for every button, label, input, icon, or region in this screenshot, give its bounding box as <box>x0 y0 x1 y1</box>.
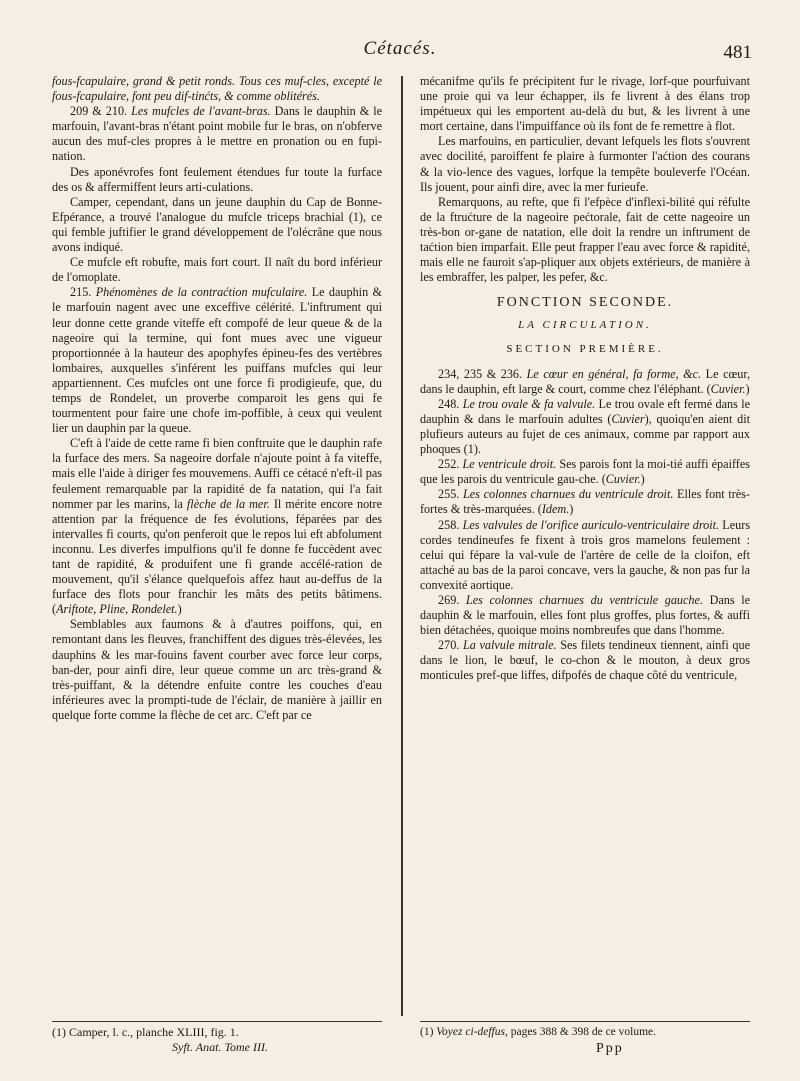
paragraph-text: Le trou ovale eft fermé dans le dauphin & dans le marfouin adultes ( <box>420 396 751 426</box>
right-article-4 <box>420 487 750 517</box>
right-article-5 <box>420 518 750 593</box>
footnote-marker: (1) <box>420 1026 434 1038</box>
left-paragraph-5: Ce mufcle eft robufte, mais fort court. Il naît du bord inférieur de l'omoplate. <box>52 255 382 285</box>
book-title: Syft. Anat. Tome III. <box>172 1040 268 1054</box>
article-number: 255. <box>438 487 460 502</box>
paragraph-text: Dans le dauphin & le marfouin, elles font plus groffes, plus fortes, & auffi bien détachées, quoique moins nombreufes que dans l'homme. <box>420 593 750 638</box>
article-number: 234, 235 & 236. <box>438 366 523 381</box>
italic-phrase: flèche de la mer. <box>186 496 270 511</box>
article-title: Le trou ovale & fa valvule. <box>462 396 596 411</box>
paren-close: ) <box>745 381 750 396</box>
right-paragraph-2: Les marfouins, en particulier, devant lefquels les flots s'ouvrent avec docilité, paroiffent fe plaire à furmonter l'aćtion des courans & la vio-lence des vagues, lorfque la tempête bouleverfe l'Océan. Ils jouent, pour ainfi dire, avec la mer furieufe. <box>420 134 750 194</box>
article-number: 252. <box>438 457 460 472</box>
footnote-pages: pages 388 & 398 de ce volume. <box>510 1026 657 1038</box>
article-title: Le cœur en général, fa forme, &c. <box>526 366 702 381</box>
article-title: Les mufcles de l'avant-bras. <box>131 104 271 119</box>
article-title: Les colonnes charnues du ventricule gauche. <box>465 593 703 607</box>
reference: Cuvier. <box>710 381 746 396</box>
article-title: La valvule mitrale. <box>462 638 557 653</box>
article-number: 215. <box>70 285 92 300</box>
right-paragraph-3: Remarquons, au refte, que fi l'efpèce d'inflexi-bilité qui réfulte de la ftrućture de la nageoire pećtorale, fait de cette nageoire un très-bon or-gane de natation, elle doit la rendre un inftrument de taćtion bien imparfait. Elle peut frapper l'eau avec force & rapidité, mais elle ne fauroit s'ap-pliquer aux objets extérieurs, de manière à les embraffer, les palper, les pefer, &c. <box>420 194 750 285</box>
paragraph-text: Le cœur, dans le dauphin, eft large & court, comme chez l'éléphant. ( <box>420 366 750 396</box>
right-article-6 <box>420 593 750 638</box>
left-paragraph-6 <box>52 285 382 436</box>
article-number: 258. <box>438 517 460 532</box>
reference-authors: Ariftote, Pline, Rondelet. <box>56 602 178 617</box>
running-title: Cétacés. <box>363 38 437 59</box>
paren-close: ) <box>569 502 574 517</box>
article-number: 248. <box>438 396 460 411</box>
left-paragraph-2 <box>52 104 382 164</box>
reference: Cuvier. <box>605 472 641 487</box>
section-heading: SECTION PREMIÈRE. <box>506 342 664 355</box>
paren-close: ) <box>177 602 182 617</box>
right-article-3 <box>420 457 750 487</box>
printer-signature: Ppp <box>596 1041 624 1056</box>
article-title: Les valvules de l'orifice auriculo-ventriculaire droit. <box>462 517 720 532</box>
paragraph-text: Dans le dauphin & le marfouin, l'avant-bras n'étant point mobile fur le bras, on n'obferve aucun des muf-cles propres à le mettre en pronation ou en fupi-nation. <box>52 104 382 164</box>
footnote-left <box>52 1025 382 1055</box>
left-p1-text: fous-fcapulaire, grand & petit ronds. Tous ces muf-cles, excepté le fous-fcapulaire, font peu dif-tinćts, & comme oblitérés. <box>52 74 382 104</box>
reference: Idem. <box>541 502 570 517</box>
chapter-heading: FONCTION SECONDE. <box>496 295 674 311</box>
footnote-rule-left <box>52 1021 382 1022</box>
article-title: Les colonnes charnues du ventricule droit. <box>462 487 674 502</box>
footnote-right <box>420 1025 750 1040</box>
paragraph-text: Il mérite encore notre attention par la fréquence de fes évolutions, féparées par des intervalles fi courts, qu'on penferoit que le repos lui eft abfolument inconnu. Les diverfes impulfions qu'il fe donne fe fuccèdent avec tant de rapidité, & produifent une fi grande accélé-ration de mouvement, qu'il s'élance quelquefois affez haut au-deffus de la furface des flots pour franchir les mâts des petits bâtimens. ( <box>52 496 383 617</box>
right-paragraph-1: mécanifme qu'ils fe précipitent fur le rivage, lorf-que pourfuivant une proie qui va leur échapper, ils fe livrent à des élans trop impétueux qui les emportent au-delà du but, & les livrent à une mort certaine, dans l'impuiffance où ils font de fe remettre à flot. <box>420 74 750 134</box>
right-article-1 <box>420 367 750 397</box>
footnote-camper: (1) Camper, l. c., planche XLIII, fig. 1. <box>52 1025 239 1039</box>
article-number: 209 & 210. <box>70 104 128 119</box>
paragraph-text: Ses parois font la moi-tié auffi épaiffes que les parois du ventricule gau-che. ( <box>420 457 751 487</box>
footnote-rule-right <box>420 1021 750 1022</box>
paragraph-text: C'eft à l'aide de cette rame fi bien conftruite que le dauphin rafe la furface des mers. Sa nageoire dorfale n'ajoute point à fa viteffe, mais elle l'aide à diriger fes mouvemens. Auffi ce cétacé n'eft-il pas feulement remarquable par la rapidité de fa natation, qui l'a fait nommer par les marins, la <box>52 436 382 511</box>
article-number: 270. <box>438 638 460 653</box>
paragraph-text: ), quoiqu'en aient dit plufieurs auteurs au fujet de ces animaux, comme par rapport aux phoques (1). <box>420 411 750 457</box>
left-paragraph-8: Semblables aux faumons & à d'autres poiffons, qui, en remontant dans les fleuves, franchiffent des digues très-élevées, les dauphins & les mar-fouins favent courber avec force leur corps, ban-der, pour ainfi dire, leur queue comme un arc très-grand & très-puiffant, & la détendre enfuite contre les couches d'eau inférieures avec la prompti-tude de l'éclair, de manière à jaillir en quelque forte comme la flèche de cet arc. C'eft par ce <box>52 617 382 722</box>
left-paragraph-7 <box>52 436 382 617</box>
article-title: Phénomènes de la contraćtion mufculaire. <box>95 285 308 300</box>
right-article-2 <box>420 397 750 457</box>
page-number: 481 <box>723 42 752 63</box>
paren-close: ) <box>640 472 645 487</box>
article-title: Le ventricule droit. <box>462 457 557 472</box>
book-signature-line <box>52 1040 382 1055</box>
left-paragraph-3: Des aponévrofes font feulement étendues fur toute la furface des os & affermiffent leurs arti-culations. <box>52 164 382 194</box>
left-paragraph-1 <box>52 74 382 104</box>
paragraph-text: Ses filets tendineux tiennent, ainfi que dans le lion, le bœuf, le co-chon & le mouton, à deux gros monticules pref-que liffes, difpofés de chaque côté du ventricule, <box>420 638 750 683</box>
reference: Cuvier <box>611 411 645 426</box>
chapter-subheading: LA CIRCULATION. <box>518 319 652 332</box>
right-article-7 <box>420 638 750 683</box>
column-divider <box>401 76 403 1016</box>
footnote-see-above: Voyez ci-deffus, <box>436 1026 508 1038</box>
right-column <box>420 74 750 684</box>
left-column <box>52 74 382 723</box>
paragraph-text: Leurs cordes tendineufes fe fixent à trois gros mamelons feulement : celui qui fépare la val-vule de l'artère de celle de la cloifon, eft attaché au bas de la paroi concave, vers la gauche, & non pas fur la convexité aortique. <box>420 517 751 592</box>
article-number: 269. <box>438 593 460 607</box>
left-paragraph-4: Camper, cependant, dans un jeune dauphin du Cap de Bonne-Efpérance, a trouvé l'analogue du mufcle triceps brachial (1), ce qui femble juftifier le grand développement de l'olécrâne que nous avons indiqué. <box>52 194 382 255</box>
paragraph-text: Elles font très-fortes & très-marquées. ( <box>420 487 750 517</box>
paragraph-text: Le dauphin & le marfouin nagent avec une exceffive célérité. L'inftrument qui leur donne cette grande viteffe eft compofé de leur queue & de la nageoire qui la termine, qui font mues avec une vigueur proportionnée à la hauteur des apophyfes épineu-fes des vertèbres lombaires, auxquelles s'inférent les puiffans mufcles qui leur appartiennent. Ces mufcles ont une force fi prodigieufe, que, du temps de Rondelet, un proverbe comparoit les gens qui fe tourmentent pour faire une chofe im-poffible, à ceux qui veulent lier un dauphin par la queue. <box>52 285 383 436</box>
